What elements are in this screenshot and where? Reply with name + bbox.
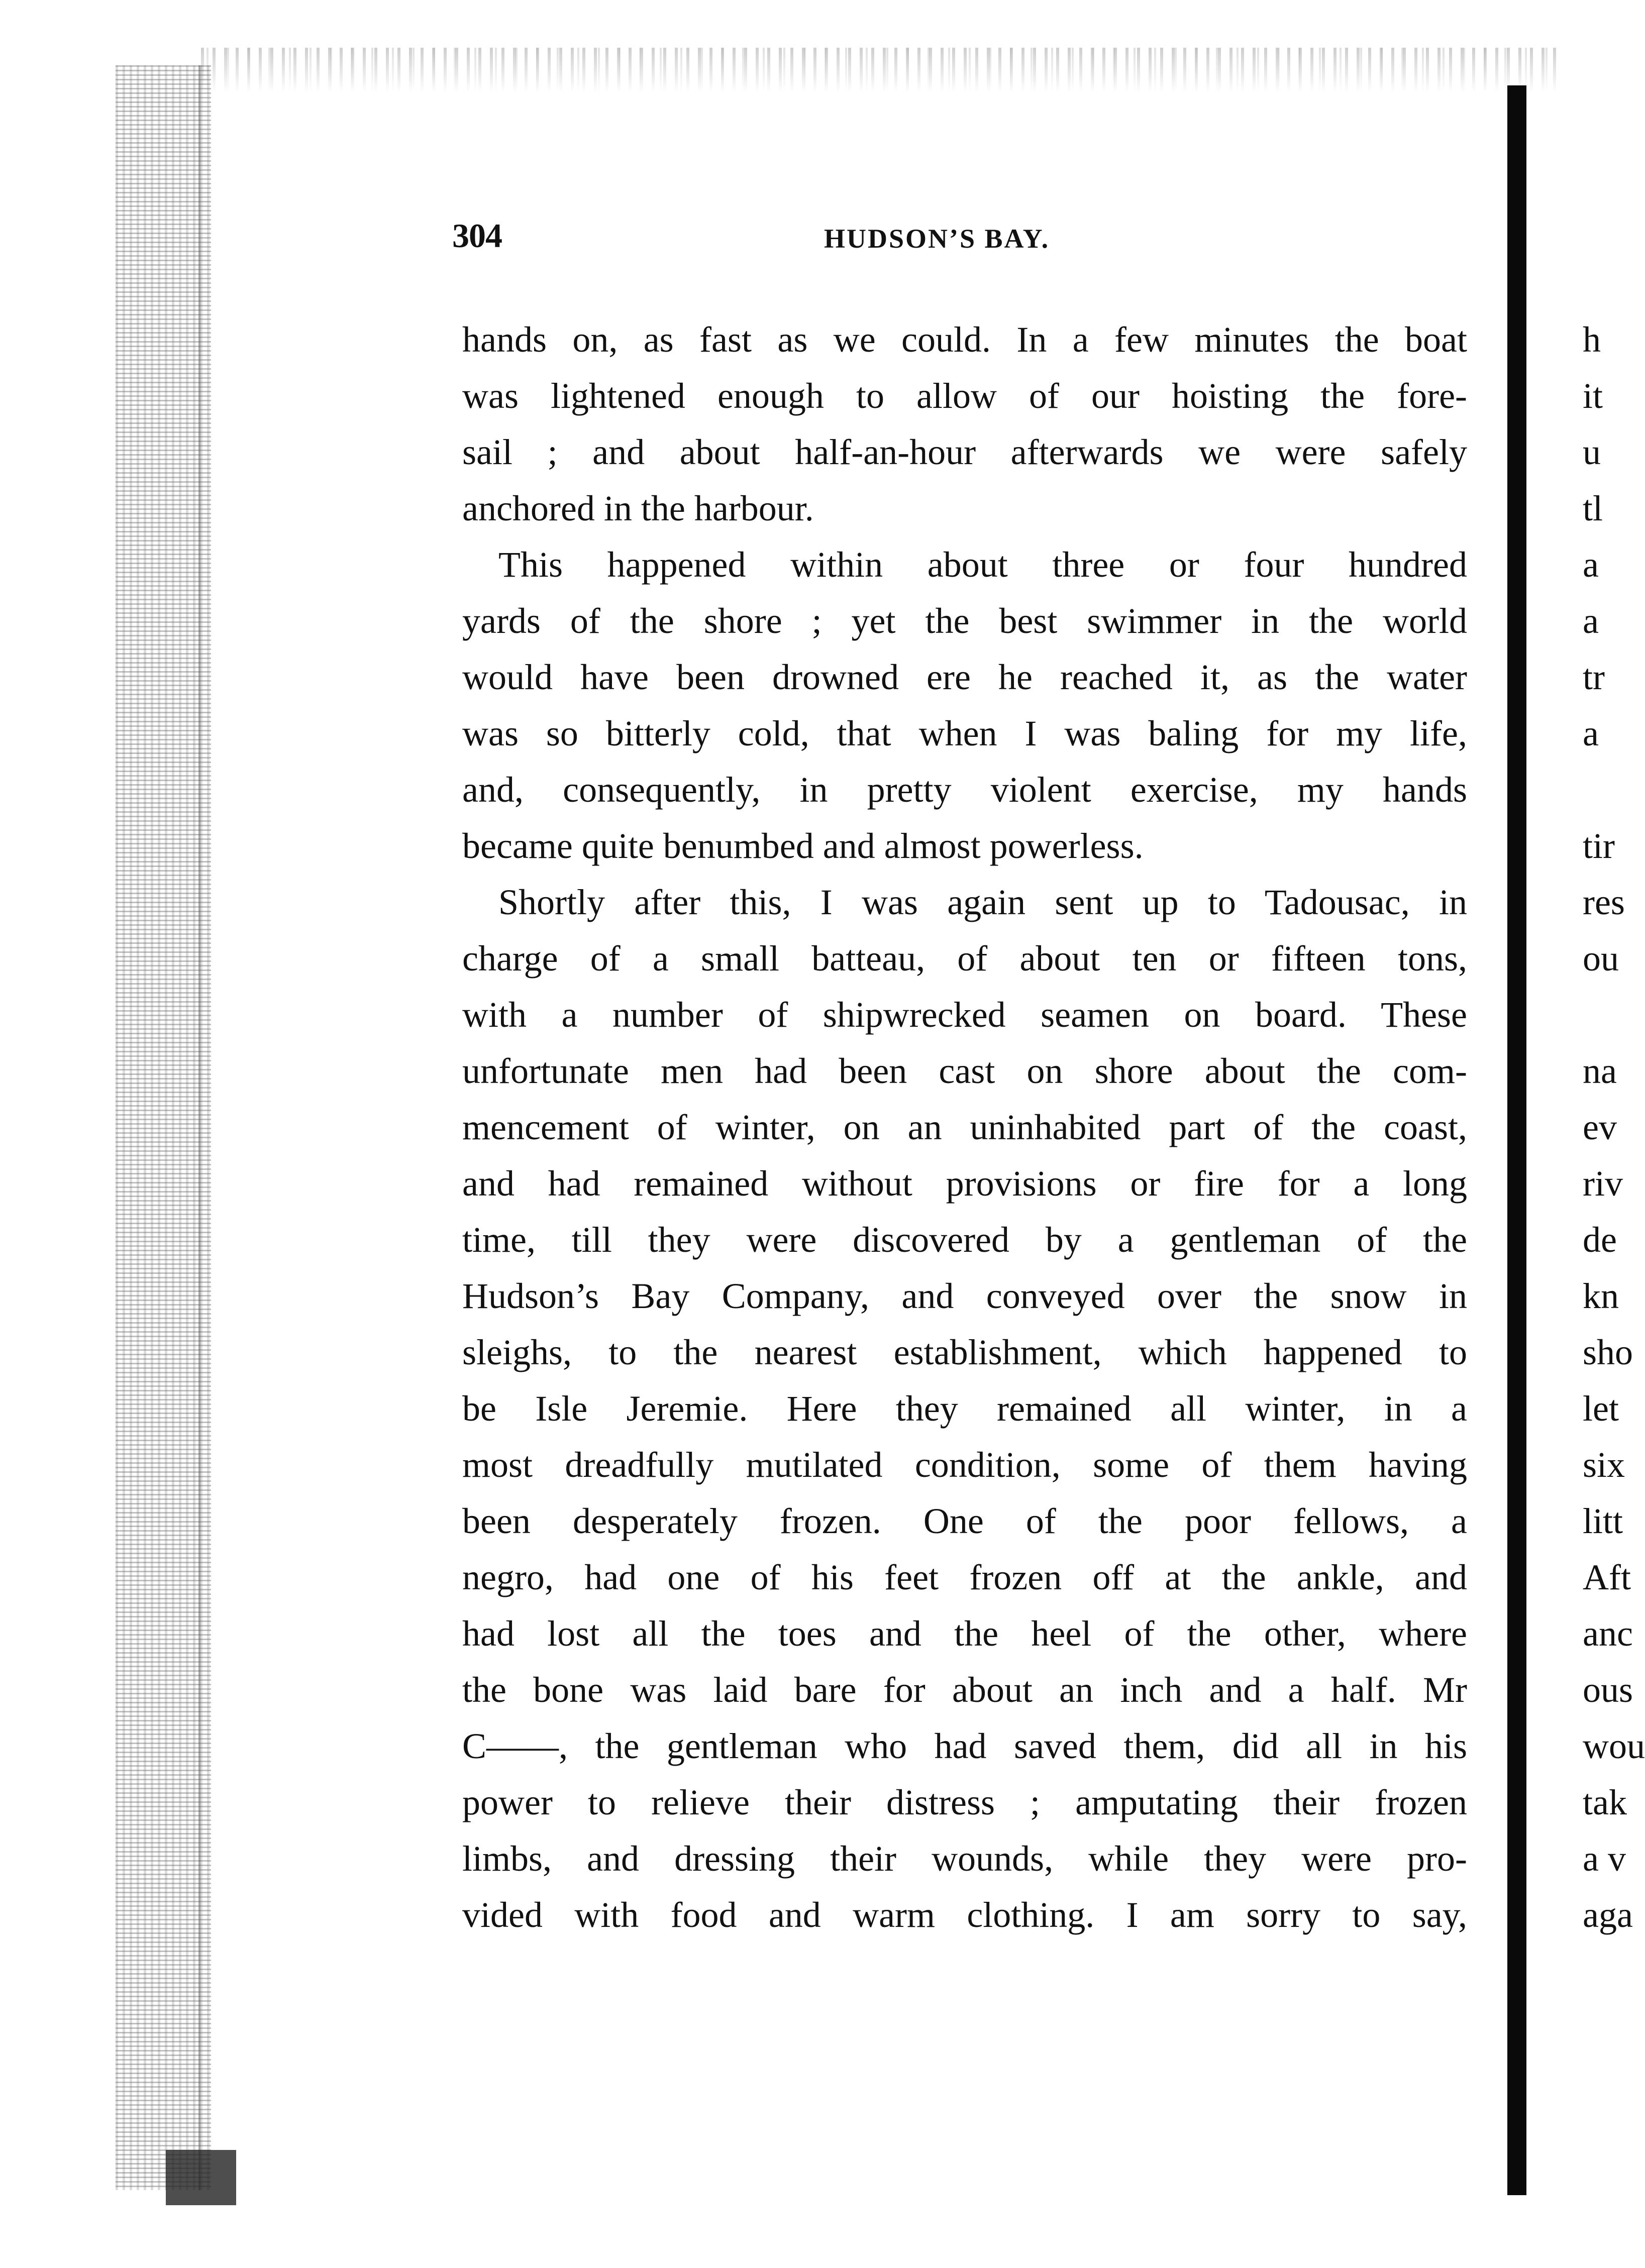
facing-page-line: litt xyxy=(1583,1501,1623,1541)
facing-page-line: tr xyxy=(1583,657,1605,697)
page-edge-bar xyxy=(1507,85,1526,2195)
facing-page-line: a v xyxy=(1583,1839,1626,1879)
facing-page-line xyxy=(1583,987,1630,1043)
text-line: sleighs, to the nearest establishment, which happened to xyxy=(462,1332,1467,1372)
facing-page-line: h xyxy=(1583,319,1601,360)
facing-page-line: let xyxy=(1583,1388,1619,1429)
facing-page-line: tak xyxy=(1583,1782,1627,1822)
scan-noise-top xyxy=(201,48,1558,93)
gutter-shadow-block xyxy=(166,2150,236,2205)
text-line: power to relieve their distress ; amputating their frozen xyxy=(462,1782,1467,1822)
facing-page-line: anc xyxy=(1583,1613,1633,1654)
text-line: This happened within about three or four hundred xyxy=(498,545,1467,585)
facing-page-line: riv xyxy=(1583,1163,1623,1204)
body-text xyxy=(462,311,1467,1943)
text-line: most dreadfully mutilated condition, some of them having xyxy=(462,1445,1467,1485)
facing-page-line: a xyxy=(1583,601,1599,641)
text-line: was lightened enough to allow of our hoisting the fore- xyxy=(462,376,1467,416)
text-line: with a number of shipwrecked seamen on board. These xyxy=(462,995,1467,1035)
text-line: charge of a small batteau, of about ten or fifteen tons, xyxy=(462,938,1467,979)
facing-page-line xyxy=(1583,762,1630,818)
facing-page-line: kn xyxy=(1583,1276,1619,1316)
text-line: became quite benumbed and almost powerless. xyxy=(462,826,1144,866)
running-header xyxy=(452,216,1457,261)
page-number: 304 xyxy=(452,217,502,255)
running-title: HUDSON’S BAY. xyxy=(824,224,1050,254)
paragraph xyxy=(462,874,1467,1943)
facing-page-line: ou xyxy=(1583,938,1619,979)
text-line: limbs, and dressing their wounds, while they were pro- xyxy=(462,1839,1467,1879)
facing-page-line: six xyxy=(1583,1445,1625,1485)
facing-page-line: na xyxy=(1583,1051,1617,1091)
facing-page-line: tl xyxy=(1583,488,1603,528)
facing-page-line: it xyxy=(1583,376,1603,416)
text-line: the bone was laid bare for about an inch and a half. Mr xyxy=(462,1670,1467,1710)
text-line: vided with food and warm clothing. I am sorry to say, xyxy=(462,1895,1467,1935)
text-line: would have been drowned ere he reached it, as the water xyxy=(462,657,1467,697)
text-line: hands on, as fast as we could. In a few minutes the boat xyxy=(462,319,1467,360)
text-line: be Isle Jeremie. Here they remained all winter, in a xyxy=(462,1388,1467,1429)
paragraph xyxy=(462,311,1467,536)
facing-page-line: a xyxy=(1583,545,1599,585)
text-line: unfortunate men had been cast on shore about the com- xyxy=(462,1051,1467,1091)
paragraph xyxy=(462,536,1467,874)
binding-gutter xyxy=(116,65,211,2190)
text-line: negro, had one of his feet frozen off at the ankle, and xyxy=(462,1557,1467,1597)
text-line: was so bitterly cold, that when I was baling for my life, xyxy=(462,713,1467,753)
text-line: C——, the gentleman who had saved them, did all in his xyxy=(462,1726,1467,1766)
facing-page-line: ev xyxy=(1583,1107,1617,1147)
text-line: mencement of winter, on an uninhabited part of the coast, xyxy=(462,1107,1467,1147)
facing-page-line: ous xyxy=(1583,1670,1633,1710)
text-line: been desperately frozen. One of the poor fellows, a xyxy=(462,1501,1467,1541)
facing-page-line: u xyxy=(1583,432,1601,472)
facing-page-line: wou xyxy=(1583,1726,1645,1766)
facing-page-fragment xyxy=(1583,311,1645,1943)
text-line: and had remained without provisions or fire for a long xyxy=(462,1163,1467,1204)
facing-page-line: sho xyxy=(1583,1332,1633,1372)
text-line: Shortly after this, I was again sent up to Tadousac, in xyxy=(498,882,1467,922)
facing-page-line: tir xyxy=(1583,826,1615,866)
gutter-edge-line xyxy=(198,65,200,2190)
text-line: sail ; and about half-an-hour afterwards we were safely xyxy=(462,432,1467,472)
text-line: anchored in the harbour. xyxy=(462,488,814,528)
facing-page-line: res xyxy=(1583,882,1625,922)
text-line: and, consequently, in pretty violent exercise, my hands xyxy=(462,770,1467,810)
facing-page-line: a xyxy=(1583,713,1599,753)
text-line: time, till they were discovered by a gentleman of the xyxy=(462,1220,1467,1260)
facing-page-line: aga xyxy=(1583,1895,1633,1935)
facing-page-line: de xyxy=(1583,1220,1617,1260)
text-line: Hudson’s Bay Company, and conveyed over the snow in xyxy=(462,1276,1467,1316)
facing-page-line: Aft xyxy=(1583,1557,1631,1597)
text-line: yards of the shore ; yet the best swimmer in the world xyxy=(462,601,1467,641)
text-line: had lost all the toes and the heel of the other, where xyxy=(462,1613,1467,1654)
